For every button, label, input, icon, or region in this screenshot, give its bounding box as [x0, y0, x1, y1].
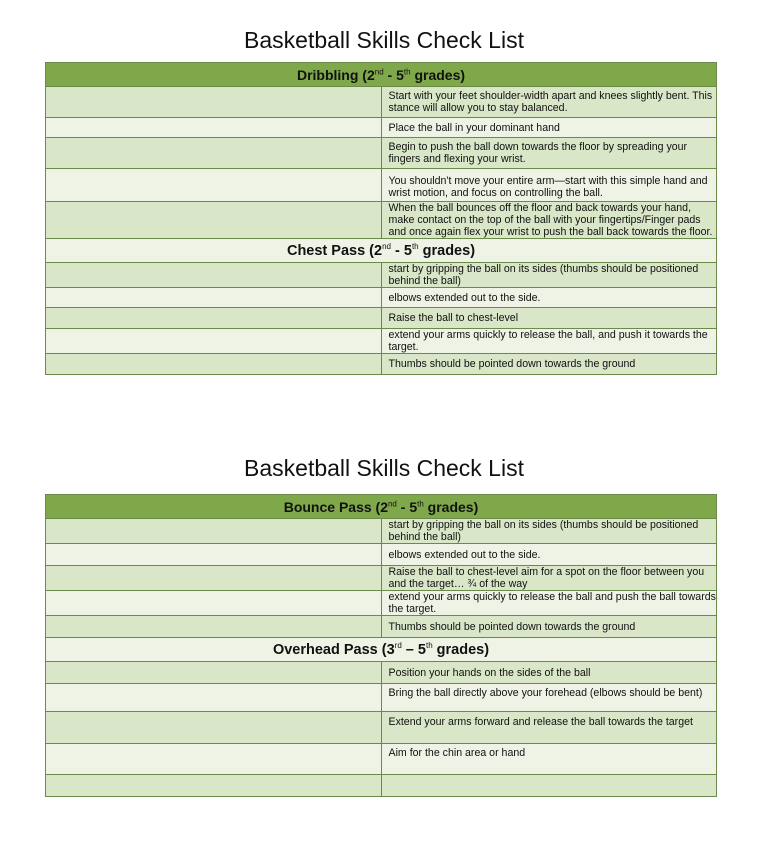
check-cell[interactable]	[46, 591, 382, 616]
checklist-table	[45, 494, 717, 797]
table-row	[46, 354, 717, 375]
table-row	[46, 662, 717, 684]
checklist-table	[45, 62, 717, 375]
skill-step: Bring the ball directly above your forehead (elbows should be bent)	[381, 684, 717, 712]
check-cell[interactable]	[46, 544, 382, 566]
table-row	[46, 202, 717, 239]
skill-step: elbows extended out to the side.	[381, 544, 717, 566]
check-cell[interactable]	[46, 712, 382, 744]
check-cell[interactable]	[46, 775, 382, 797]
check-cell[interactable]	[46, 662, 382, 684]
check-cell[interactable]	[46, 263, 382, 288]
table-row	[46, 138, 717, 169]
skill-step: Thumbs should be pointed down towards the ground	[381, 354, 717, 375]
table-row	[46, 169, 717, 202]
skill-step: start by gripping the ball on its sides (thumbs should be positioned behind the ball)	[381, 263, 717, 288]
check-cell[interactable]	[46, 616, 382, 638]
skill-step: extend your arms quickly to release the ball and push the ball towards the target.	[381, 591, 717, 616]
check-cell[interactable]	[46, 329, 382, 354]
check-cell[interactable]	[46, 202, 382, 239]
table-row	[46, 544, 717, 566]
page-title: Basketball Skills Check List	[244, 455, 524, 481]
skill-step: Thumbs should be pointed down towards the ground	[381, 616, 717, 638]
check-cell[interactable]	[46, 87, 382, 118]
skill-step: Extend your arms forward and release the ball towards the target	[381, 712, 717, 744]
skill-step: Position your hands on the sides of the ball	[381, 662, 717, 684]
skill-step: Raise the ball to chest-level	[381, 308, 717, 329]
skill-step: When the ball bounces off the floor and back towards your hand, make contact on the top of the ball with your fingertips/Finger pads and once again flex your wrist to push the ball back towards the floor.	[381, 202, 717, 239]
check-cell[interactable]	[46, 744, 382, 775]
page-title: Basketball Skills Check List	[244, 27, 524, 53]
table-row	[46, 519, 717, 544]
skill-step: extend your arms quickly to release the ball, and push it towards the target.	[381, 329, 717, 354]
table-row	[46, 308, 717, 329]
check-cell[interactable]	[46, 519, 382, 544]
section-header	[46, 495, 717, 519]
section-header	[46, 638, 717, 662]
skill-step: Begin to push the ball down towards the floor by spreading your fingers and flexing your wrist.	[381, 138, 717, 169]
skill-step: elbows extended out to the side.	[381, 288, 717, 308]
check-cell[interactable]	[46, 308, 382, 329]
check-cell[interactable]	[46, 684, 382, 712]
table-row	[46, 712, 717, 744]
skill-step: You shouldn't move your entire arm—start with this simple hand and wrist motion, and focus on controlling the ball.	[381, 169, 717, 202]
table-row	[46, 591, 717, 616]
table-row	[46, 87, 717, 118]
skill-step: Raise the ball to chest-level aim for a spot on the floor between you and the target… ¾ of the way	[381, 566, 717, 591]
table-row	[46, 775, 717, 797]
skill-step: Place the ball in your dominant hand	[381, 118, 717, 138]
check-cell[interactable]	[46, 566, 382, 591]
table-row	[46, 118, 717, 138]
skill-step	[381, 775, 717, 797]
check-cell[interactable]	[46, 169, 382, 202]
section-title: Bounce Pass (2nd - 5th grades)	[46, 495, 717, 519]
skill-step: Start with your feet shoulder-width apart and knees slightly bent. This stance will allow you to stay balanced.	[381, 87, 717, 118]
check-cell[interactable]	[46, 354, 382, 375]
table-row	[46, 288, 717, 308]
section-title: Chest Pass (2nd - 5th grades)	[46, 239, 717, 263]
section-title: Overhead Pass (3rd – 5th grades)	[46, 638, 717, 662]
check-cell[interactable]	[46, 138, 382, 169]
check-cell[interactable]	[46, 288, 382, 308]
table-row	[46, 684, 717, 712]
skill-step: start by gripping the ball on its sides (thumbs should be positioned behind the ball)	[381, 519, 717, 544]
section-title: Dribbling (2nd - 5th grades)	[46, 63, 717, 87]
section-header	[46, 63, 717, 87]
section-header	[46, 239, 717, 263]
check-cell[interactable]	[46, 118, 382, 138]
table-row	[46, 566, 717, 591]
table-row	[46, 329, 717, 354]
table-row	[46, 263, 717, 288]
table-row	[46, 744, 717, 775]
skill-step: Aim for the chin area or hand	[381, 744, 717, 775]
table-row	[46, 616, 717, 638]
